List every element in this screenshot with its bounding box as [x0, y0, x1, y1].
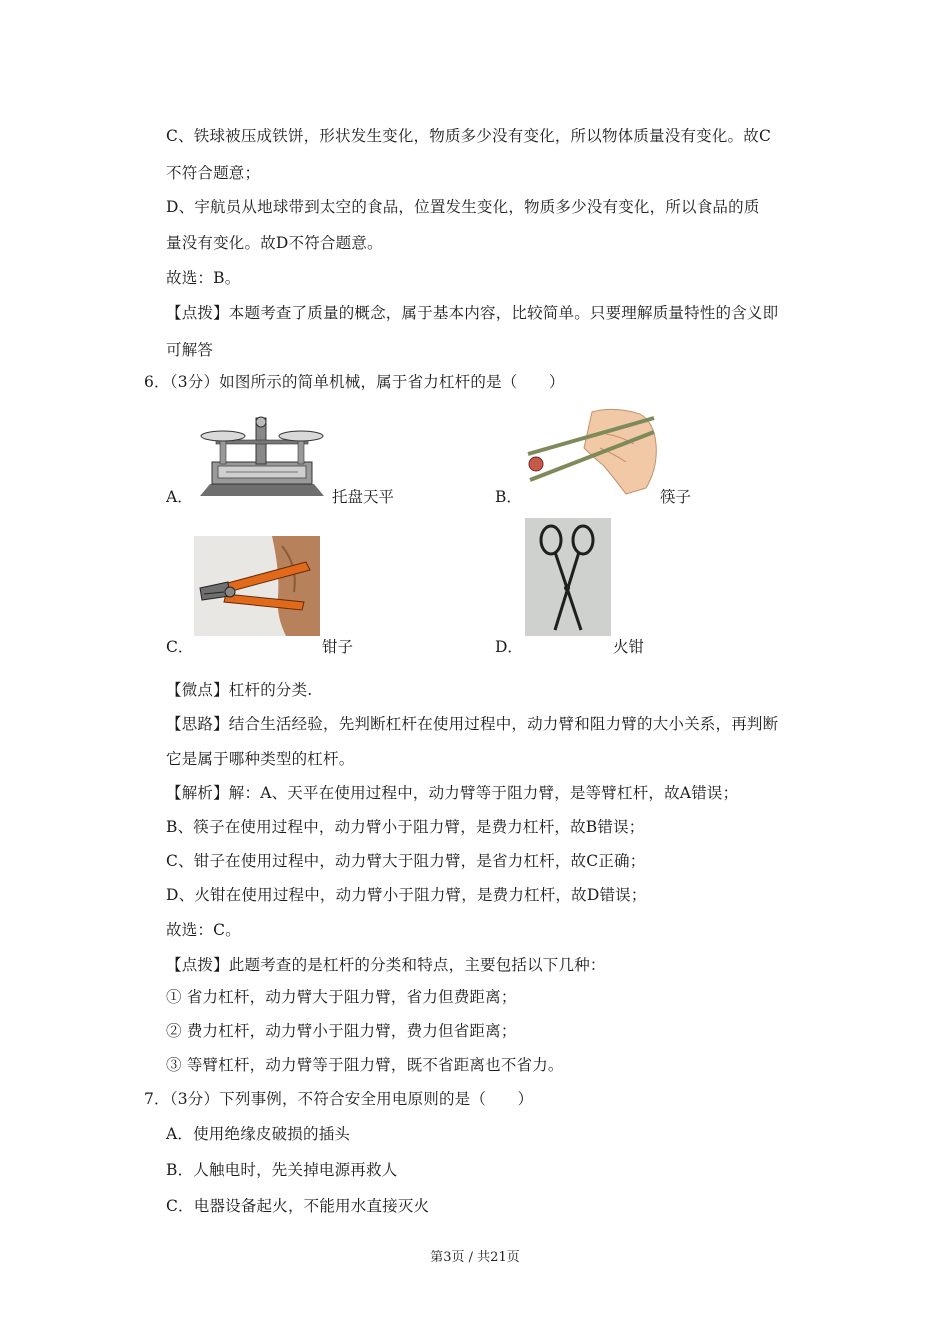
- explain-line: 故选：C。: [166, 921, 241, 939]
- explain-line: 【微点】杠杆的分类.: [166, 681, 313, 699]
- explain-line: 它是属于哪种类型的杠杆。: [166, 750, 355, 768]
- text-line: 不符合题意；: [166, 164, 261, 182]
- option-b-caption: 筷子: [660, 488, 692, 506]
- explain-line: C、钳子在使用过程中，动力臂大于阻力臂，是省力杠杆，故C正确；: [166, 852, 646, 870]
- explain-line: ② 费力杠杆，动力臂小于阻力臂，费力但省距离；: [166, 1022, 517, 1040]
- explain-line: ③ 等臂杠杆，动力臂等于阻力臂，既不省距离也不省力。: [166, 1056, 564, 1074]
- option-c-label: C．: [166, 638, 194, 656]
- option-c-caption: 钳子: [322, 638, 354, 656]
- text-line: D、宇航员从地球带到太空的食品，位置发生变化，物质多少没有变化，所以食品的质: [166, 198, 760, 216]
- explain-line: 【思路】结合生活经验，先判断杠杆在使用过程中，动力臂和阻力臂的大小关系，再判断: [166, 715, 779, 733]
- text-line: 可解答: [166, 341, 214, 359]
- question-7-option: A．使用绝缘皮破损的插头: [166, 1125, 351, 1143]
- balance-scale-image: [196, 412, 328, 498]
- explain-line: 【解析】解：A、天平在使用过程中，动力臂等于阻力臂，是等臂杠杆，故A错误；: [166, 784, 739, 802]
- text-line: 【点拨】本题考查了质量的概念，属于基本内容，比较简单。只要理解质量特性的含义即: [166, 304, 779, 322]
- option-d-caption: 火钳: [613, 638, 645, 656]
- option-b-label: B．: [495, 488, 522, 506]
- text-line: 量没有变化。故D不符合题意。: [166, 234, 383, 252]
- question-7-stem: 7．（3分）下列事例，不符合安全用电原则的是（ ）: [144, 1090, 534, 1108]
- page-footer: 第3页 / 共21页: [430, 1250, 520, 1265]
- question-7-option: B．人触电时，先关掉电源再救人: [166, 1161, 398, 1179]
- chopsticks-image: [522, 404, 658, 498]
- text-line: 故选：B。: [166, 269, 241, 287]
- question-7-option: C．电器设备起火，不能用水直接灭火: [166, 1197, 430, 1215]
- explain-line: D、火钳在使用过程中，动力臂小于阻力臂，是费力杠杆，故D错误；: [166, 886, 647, 904]
- option-d-label: D．: [495, 638, 523, 656]
- text-line: C、铁球被压成铁饼，形状发生变化，物质多少没有变化，所以物体质量没有变化。故C: [166, 127, 772, 145]
- fire-tongs-image: [525, 518, 611, 636]
- explain-line: ① 省力杠杆，动力臂大于阻力臂，省力但费距离；: [166, 988, 517, 1006]
- pliers-image: [194, 536, 320, 636]
- option-a-caption: 托盘天平: [332, 488, 395, 506]
- question-6-stem: 6．（3分）如图所示的简单机械，属于省力杠杆的是（ ）: [144, 373, 565, 391]
- explain-line: B、筷子在使用过程中，动力臂小于阻力臂，是费力杠杆，故B错误；: [166, 818, 645, 836]
- option-a-label: A．: [166, 488, 193, 506]
- explain-line: 【点拨】此题考查的是杠杆的分类和特点，主要包括以下几种：: [166, 956, 606, 974]
